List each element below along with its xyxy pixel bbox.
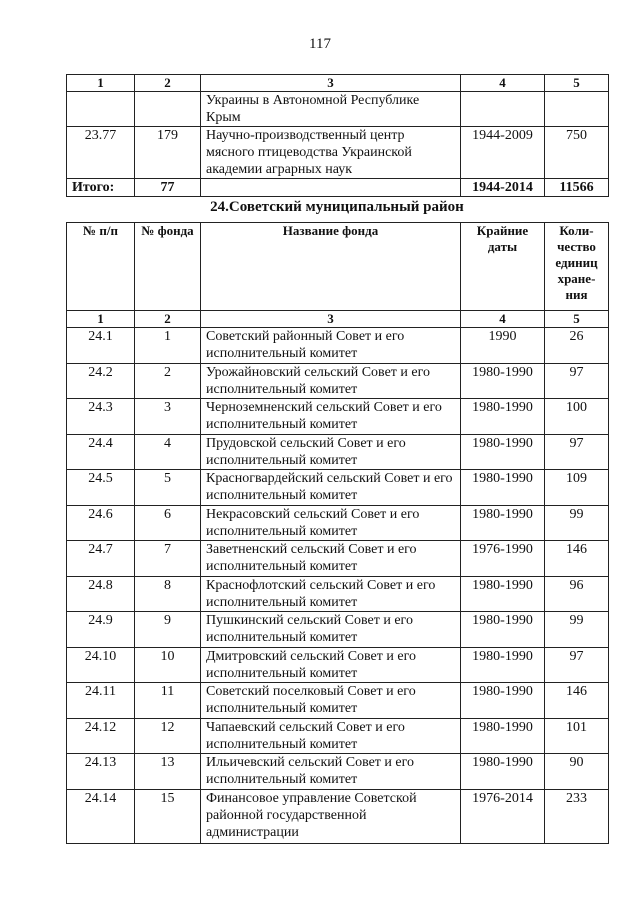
row-number: 24.12 bbox=[67, 718, 135, 754]
col-number: 1 bbox=[67, 311, 135, 328]
row-number: 24.3 bbox=[67, 399, 135, 435]
col-number: 4 bbox=[461, 75, 545, 92]
header-num: № п/п bbox=[67, 223, 135, 311]
unit-count: 26 bbox=[545, 328, 609, 364]
table-row bbox=[67, 789, 609, 843]
unit-count: 99 bbox=[545, 505, 609, 541]
date-range: 1980-1990 bbox=[461, 683, 545, 719]
date-range: 1980-1990 bbox=[461, 754, 545, 790]
total-row bbox=[67, 179, 609, 197]
col-number: 2 bbox=[135, 311, 201, 328]
fond-number: 13 bbox=[135, 754, 201, 790]
col-number: 2 bbox=[135, 75, 201, 92]
unit-count: 750 bbox=[545, 127, 609, 179]
fond-name: Дмитровский сельский Совет и его исполнительный комитет bbox=[201, 647, 461, 683]
table-row bbox=[67, 399, 609, 435]
unit-count: 146 bbox=[545, 683, 609, 719]
table-row bbox=[67, 647, 609, 683]
page-number: 117 bbox=[309, 36, 331, 52]
col-number: 5 bbox=[545, 311, 609, 328]
fond-number: 6 bbox=[135, 505, 201, 541]
row-number: 23.77 bbox=[67, 127, 135, 179]
date-range: 1980-1990 bbox=[461, 399, 545, 435]
unit-count: 109 bbox=[545, 470, 609, 506]
unit-count: 101 bbox=[545, 718, 609, 754]
date-range: 1980-1990 bbox=[461, 647, 545, 683]
fond-name: Чапаевский сельский Совет и его исполнительный комитет bbox=[201, 718, 461, 754]
date-range: 1990 bbox=[461, 328, 545, 364]
unit-count: 100 bbox=[545, 399, 609, 435]
empty-cell bbox=[201, 179, 461, 197]
fond-number: 10 bbox=[135, 647, 201, 683]
section-title: 24.Советский муниципальный район bbox=[210, 199, 464, 215]
column-number-row bbox=[67, 311, 609, 328]
fond-name: Урожайновский сельский Совет и его исполнительный комитет bbox=[201, 363, 461, 399]
row-number: 24.4 bbox=[67, 434, 135, 470]
fond-number: 1 bbox=[135, 328, 201, 364]
fond-number: 8 bbox=[135, 576, 201, 612]
row-number: 24.6 bbox=[67, 505, 135, 541]
fond-name: Советский поселковый Совет и его исполнительный комитет bbox=[201, 683, 461, 719]
date-range: 1980-1990 bbox=[461, 363, 545, 399]
fond-name: Краснофлотский сельский Совет и его исполнительный комитет bbox=[201, 576, 461, 612]
fond-number: 4 bbox=[135, 434, 201, 470]
total-dates: 1944-2014 bbox=[461, 179, 545, 197]
unit-count: 96 bbox=[545, 576, 609, 612]
col-number: 5 bbox=[545, 75, 609, 92]
fond-table bbox=[66, 222, 609, 844]
unit-count: 146 bbox=[545, 541, 609, 577]
unit-count bbox=[545, 92, 609, 127]
col-number: 3 bbox=[201, 311, 461, 328]
unit-count: 97 bbox=[545, 363, 609, 399]
row-number: 24.7 bbox=[67, 541, 135, 577]
row-number: 24.13 bbox=[67, 754, 135, 790]
fond-number bbox=[135, 92, 201, 127]
fond-number: 2 bbox=[135, 363, 201, 399]
fond-name: Черноземненский сельский Совет и его исполнительный комитет bbox=[201, 399, 461, 435]
col-number: 3 bbox=[201, 75, 461, 92]
table-row bbox=[67, 505, 609, 541]
total-fond: 77 bbox=[135, 179, 201, 197]
fond-number: 9 bbox=[135, 612, 201, 648]
table-row bbox=[67, 754, 609, 790]
fond-name: Украины в Автономной Республике Крым bbox=[201, 92, 461, 127]
fond-number: 12 bbox=[135, 718, 201, 754]
row-number: 24.10 bbox=[67, 647, 135, 683]
table-row bbox=[67, 576, 609, 612]
date-range: 1980-1990 bbox=[461, 505, 545, 541]
fond-name: Ильичевский сельский Совет и его исполнительный комитет bbox=[201, 754, 461, 790]
table-row bbox=[67, 328, 609, 364]
fond-name: Пушкинский сельский Совет и его исполнительный комитет bbox=[201, 612, 461, 648]
fond-name: Научно-производственный центр мясного птицеводства Украинской академии аграрных наук bbox=[201, 127, 461, 179]
col-number: 4 bbox=[461, 311, 545, 328]
table-row bbox=[67, 612, 609, 648]
table-row bbox=[67, 718, 609, 754]
fond-name: Прудовской сельский Совет и его исполнительный комитет bbox=[201, 434, 461, 470]
table-row bbox=[67, 127, 609, 179]
row-number: 24.2 bbox=[67, 363, 135, 399]
date-range: 1976-2014 bbox=[461, 789, 545, 843]
header-dates: Крайние даты bbox=[461, 223, 545, 311]
row-number: 24.8 bbox=[67, 576, 135, 612]
fond-name: Финансовое управление Советской районной государственной администрации bbox=[201, 789, 461, 843]
date-range bbox=[461, 92, 545, 127]
continuation-table bbox=[66, 74, 609, 197]
total-count: 11566 bbox=[545, 179, 609, 197]
date-range: 1976-1990 bbox=[461, 541, 545, 577]
fond-name: Красногвардейский сельский Совет и его исполнительный комитет bbox=[201, 470, 461, 506]
unit-count: 97 bbox=[545, 647, 609, 683]
fond-number: 5 bbox=[135, 470, 201, 506]
table-row bbox=[67, 470, 609, 506]
fond-number: 15 bbox=[135, 789, 201, 843]
row-number: 24.11 bbox=[67, 683, 135, 719]
row-number: 24.5 bbox=[67, 470, 135, 506]
row-number bbox=[67, 92, 135, 127]
header-fond: № фонда bbox=[135, 223, 201, 311]
fond-name: Заветненский сельский Совет и его исполнительный комитет bbox=[201, 541, 461, 577]
fond-number: 3 bbox=[135, 399, 201, 435]
table-row bbox=[67, 541, 609, 577]
fond-name: Некрасовский сельский Совет и его исполнительный комитет bbox=[201, 505, 461, 541]
header-count: Коли-чество единиц хране-ния bbox=[545, 223, 609, 311]
date-range: 1980-1990 bbox=[461, 434, 545, 470]
fond-number: 7 bbox=[135, 541, 201, 577]
unit-count: 97 bbox=[545, 434, 609, 470]
date-range: 1980-1990 bbox=[461, 612, 545, 648]
date-range: 1980-1990 bbox=[461, 576, 545, 612]
date-range: 1980-1990 bbox=[461, 470, 545, 506]
date-range: 1980-1990 bbox=[461, 718, 545, 754]
fond-name: Советский районный Совет и его исполнительный комитет bbox=[201, 328, 461, 364]
row-number: 24.1 bbox=[67, 328, 135, 364]
row-number: 24.9 bbox=[67, 612, 135, 648]
total-label: Итого: bbox=[67, 179, 135, 197]
unit-count: 233 bbox=[545, 789, 609, 843]
column-number-row bbox=[67, 75, 609, 92]
table-row bbox=[67, 363, 609, 399]
table-row bbox=[67, 434, 609, 470]
date-range: 1944-2009 bbox=[461, 127, 545, 179]
header-name: Название фонда bbox=[201, 223, 461, 311]
header-row bbox=[67, 223, 609, 311]
row-number: 24.14 bbox=[67, 789, 135, 843]
col-number: 1 bbox=[67, 75, 135, 92]
unit-count: 99 bbox=[545, 612, 609, 648]
fond-number: 11 bbox=[135, 683, 201, 719]
fond-number: 179 bbox=[135, 127, 201, 179]
unit-count: 90 bbox=[545, 754, 609, 790]
table-row bbox=[67, 92, 609, 127]
table-row bbox=[67, 683, 609, 719]
